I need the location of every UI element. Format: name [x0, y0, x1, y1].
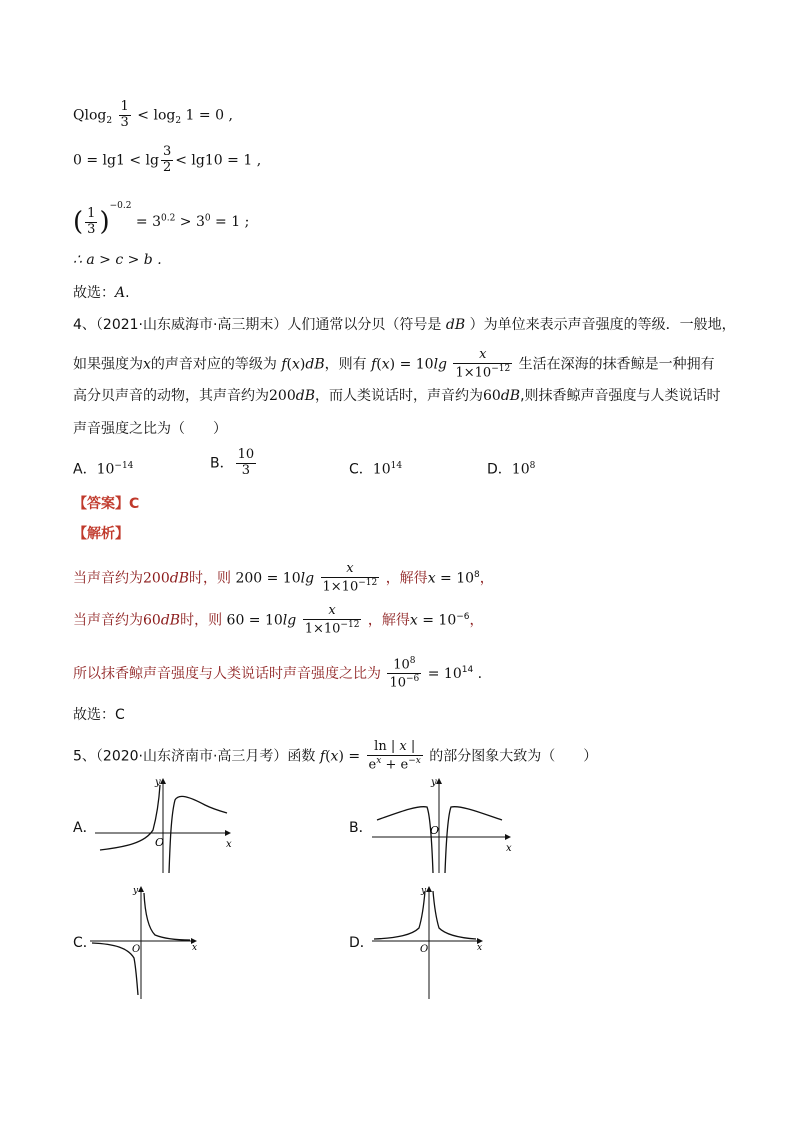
q5-option-a-label[interactable]: A． — [73, 820, 97, 836]
q5-option-b-label[interactable]: B． — [349, 820, 373, 836]
origin-label: O — [420, 944, 429, 955]
therefore-q: Q — [73, 107, 85, 124]
analysis-line-3: 所以抹香鲸声音强度与人类说话时声音强度之比为 $\frac{10^8}{10^{-6}}$ = $10^{14}$ . — [73, 656, 483, 691]
y-label: y — [421, 886, 427, 896]
origin-label: O — [155, 836, 165, 849]
q5-graph-a[interactable] — [95, 775, 240, 875]
q5-graph-c[interactable] — [90, 883, 205, 1001]
y-label: y — [431, 777, 437, 788]
q5-option-d-label[interactable]: D． — [349, 935, 374, 951]
math-line-2: 0 = lg1 < lg $\frac{3}{2}$ < lg10 = 1 , — [73, 144, 262, 175]
q5-option-c-label[interactable]: C． — [73, 935, 97, 951]
math-line-4: ∴ a > c > b . — [73, 252, 162, 268]
q4-option-b[interactable]: B． $\frac{10}{3}$ — [210, 447, 255, 478]
answer-label: 【答案】C — [73, 496, 140, 512]
q4-line-1: 4、（2021·山东威海市·高三期末）人们通常以分贝（符号是 dB ）为单位来表示声音强度的等级．一般地， — [73, 317, 736, 333]
x-label: x — [192, 943, 198, 953]
origin-label: O — [132, 944, 141, 955]
curve-right — [169, 796, 227, 873]
q5-graph-b[interactable] — [372, 775, 517, 875]
origin-label: O — [430, 824, 440, 837]
q4-line-2: 如果强度为x的声音对应的等级为 f(x)dB，则有 f(x) = 10lg $\frac{x}{1\times 10^{-12}}$ 生活在深海的抹香鲸是一种拥有 — [73, 347, 715, 381]
curve-right — [144, 893, 190, 940]
q5-line-1: 5、（2020·山东济南市·高三月考）函数 f(x) = $\frac{\ln | x |}{e^x + e^{-x}}$ 的部分图象大致为（ ） — [73, 739, 598, 773]
x-label: x — [226, 839, 232, 850]
curve-left — [377, 807, 433, 873]
choose-line: 故选：A. — [73, 285, 130, 301]
q4-line-3: 高分贝声音的动物，其声音约为200dB，而人类说话时，声音约为60dB,则抹香鲸声音强度与人类说话时 — [73, 388, 721, 404]
curve-right — [433, 891, 476, 939]
math-line-3: ( $\frac{1}{3}$ )$^{-0.2} = 3^{0.2} > 3^0 = 1$ ; — [73, 201, 250, 237]
math-line-1: Qlog$_2$ $\frac{1}{3}$ < $\log_2 1 = 0$ , — [73, 99, 233, 130]
y-label: y — [155, 777, 161, 788]
q4-option-a[interactable]: A．$10^{-14}$ — [73, 461, 134, 478]
q5-graph-d[interactable] — [372, 883, 490, 1001]
curve-left — [374, 891, 425, 939]
choose-line-2: 故选：C — [73, 707, 125, 723]
y-label: y — [133, 886, 139, 896]
analysis-line-1: 当声音约为200dB时，则 200 = 10lg $\frac{x}{1\times 10^{-12}}$ ，解得$x = 10^8$， — [73, 561, 494, 595]
q4-line-4: 声音强度之比为（ ） — [73, 421, 227, 437]
q4-option-c[interactable]: C．$10^{14}$ — [349, 461, 403, 478]
q4-option-d[interactable]: D．$10^8$ — [487, 461, 536, 478]
curve-right — [445, 807, 502, 873]
analysis-label: 【解析】 — [73, 526, 129, 542]
analysis-line-2: 当声音约为60dB时，则 60 = 10lg $\frac{x}{1\times 10^{-12}}$ ，解得$x = 10^{-6}$， — [73, 603, 484, 637]
x-label: x — [477, 943, 483, 953]
x-label: x — [506, 843, 512, 854]
curve-left — [100, 785, 160, 850]
